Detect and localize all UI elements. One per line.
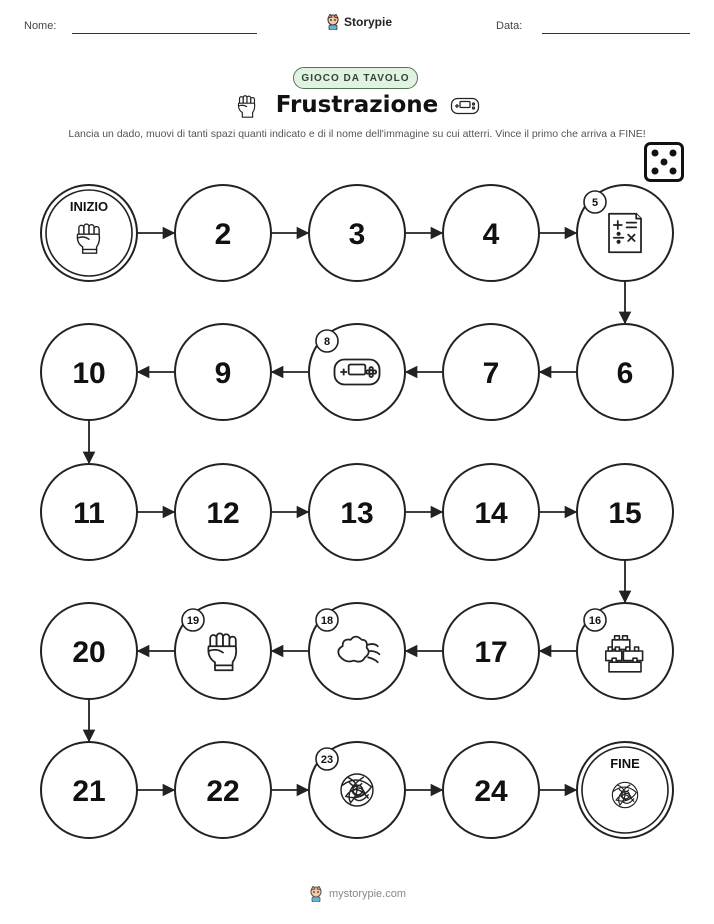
space-number: 4 [482,218,500,251]
board-space[interactable] [309,742,405,838]
finish-space[interactable] [577,742,673,838]
space-label: FINE [610,756,640,771]
board-space[interactable] [175,603,271,699]
board-space[interactable] [443,464,539,560]
footer-site[interactable]: mystorypie.com [329,888,407,900]
space-number: 24 [474,775,508,808]
game-controller-icon [335,360,380,385]
board-space[interactable] [175,185,271,281]
board-space[interactable] [443,742,539,838]
space-number: 20 [72,636,106,669]
instructions: Lancia un dado, muovi di tanti spazi quanti indicato e di il nome dell'immagine su cui atterri. Vince il primo che arriva a FINE! [68,128,646,140]
space-number: 21 [72,775,106,808]
space-number: 10 [72,357,106,390]
math-sheet-icon [609,214,641,252]
storypie-mascot-icon [308,886,324,902]
board-space[interactable] [577,464,673,560]
space-number: 7 [482,357,500,390]
footer [308,886,406,902]
board-space[interactable] [41,464,137,560]
board-space[interactable] [577,185,673,281]
space-label: INIZIO [69,199,109,214]
board-space[interactable] [309,185,405,281]
board-space[interactable] [41,324,137,420]
board-space[interactable] [175,464,271,560]
start-space[interactable] [41,185,137,281]
category-badge: GIOCO DA TAVOLO [293,67,418,89]
space-number: 17 [474,636,508,669]
board-space[interactable] [443,603,539,699]
board-space[interactable] [309,324,405,420]
page-title: Frustrazione [275,92,439,118]
space-number: 2 [214,218,232,251]
space-number: 22 [206,775,240,808]
board-space[interactable] [577,603,673,699]
board-space[interactable] [309,464,405,560]
board-space[interactable] [175,742,271,838]
board-space[interactable] [41,603,137,699]
board-space[interactable] [443,324,539,420]
space-number: 15 [608,497,642,530]
board-space[interactable] [577,324,673,420]
board-space[interactable] [309,603,405,699]
board-space[interactable] [175,324,271,420]
board-space[interactable] [443,185,539,281]
name-label: Nome: [24,20,57,32]
space-number: 6 [616,357,634,390]
space-number: 13 [340,497,374,530]
space-number-badge: 18 [320,615,334,627]
board-space[interactable] [41,742,137,838]
date-label: Data: [496,20,523,32]
space-number-badge: 5 [591,197,599,209]
space-number: 9 [214,357,232,390]
space-number-badge: 23 [320,754,334,766]
space-number: 3 [348,218,366,251]
brand-name: Storypie [344,15,393,29]
space-number-badge: 19 [186,615,200,627]
space-number-badge: 8 [323,336,331,348]
space-number: 12 [206,497,240,530]
space-number: 14 [474,497,508,530]
space-number: 11 [73,497,105,530]
space-number-badge: 16 [588,615,602,627]
